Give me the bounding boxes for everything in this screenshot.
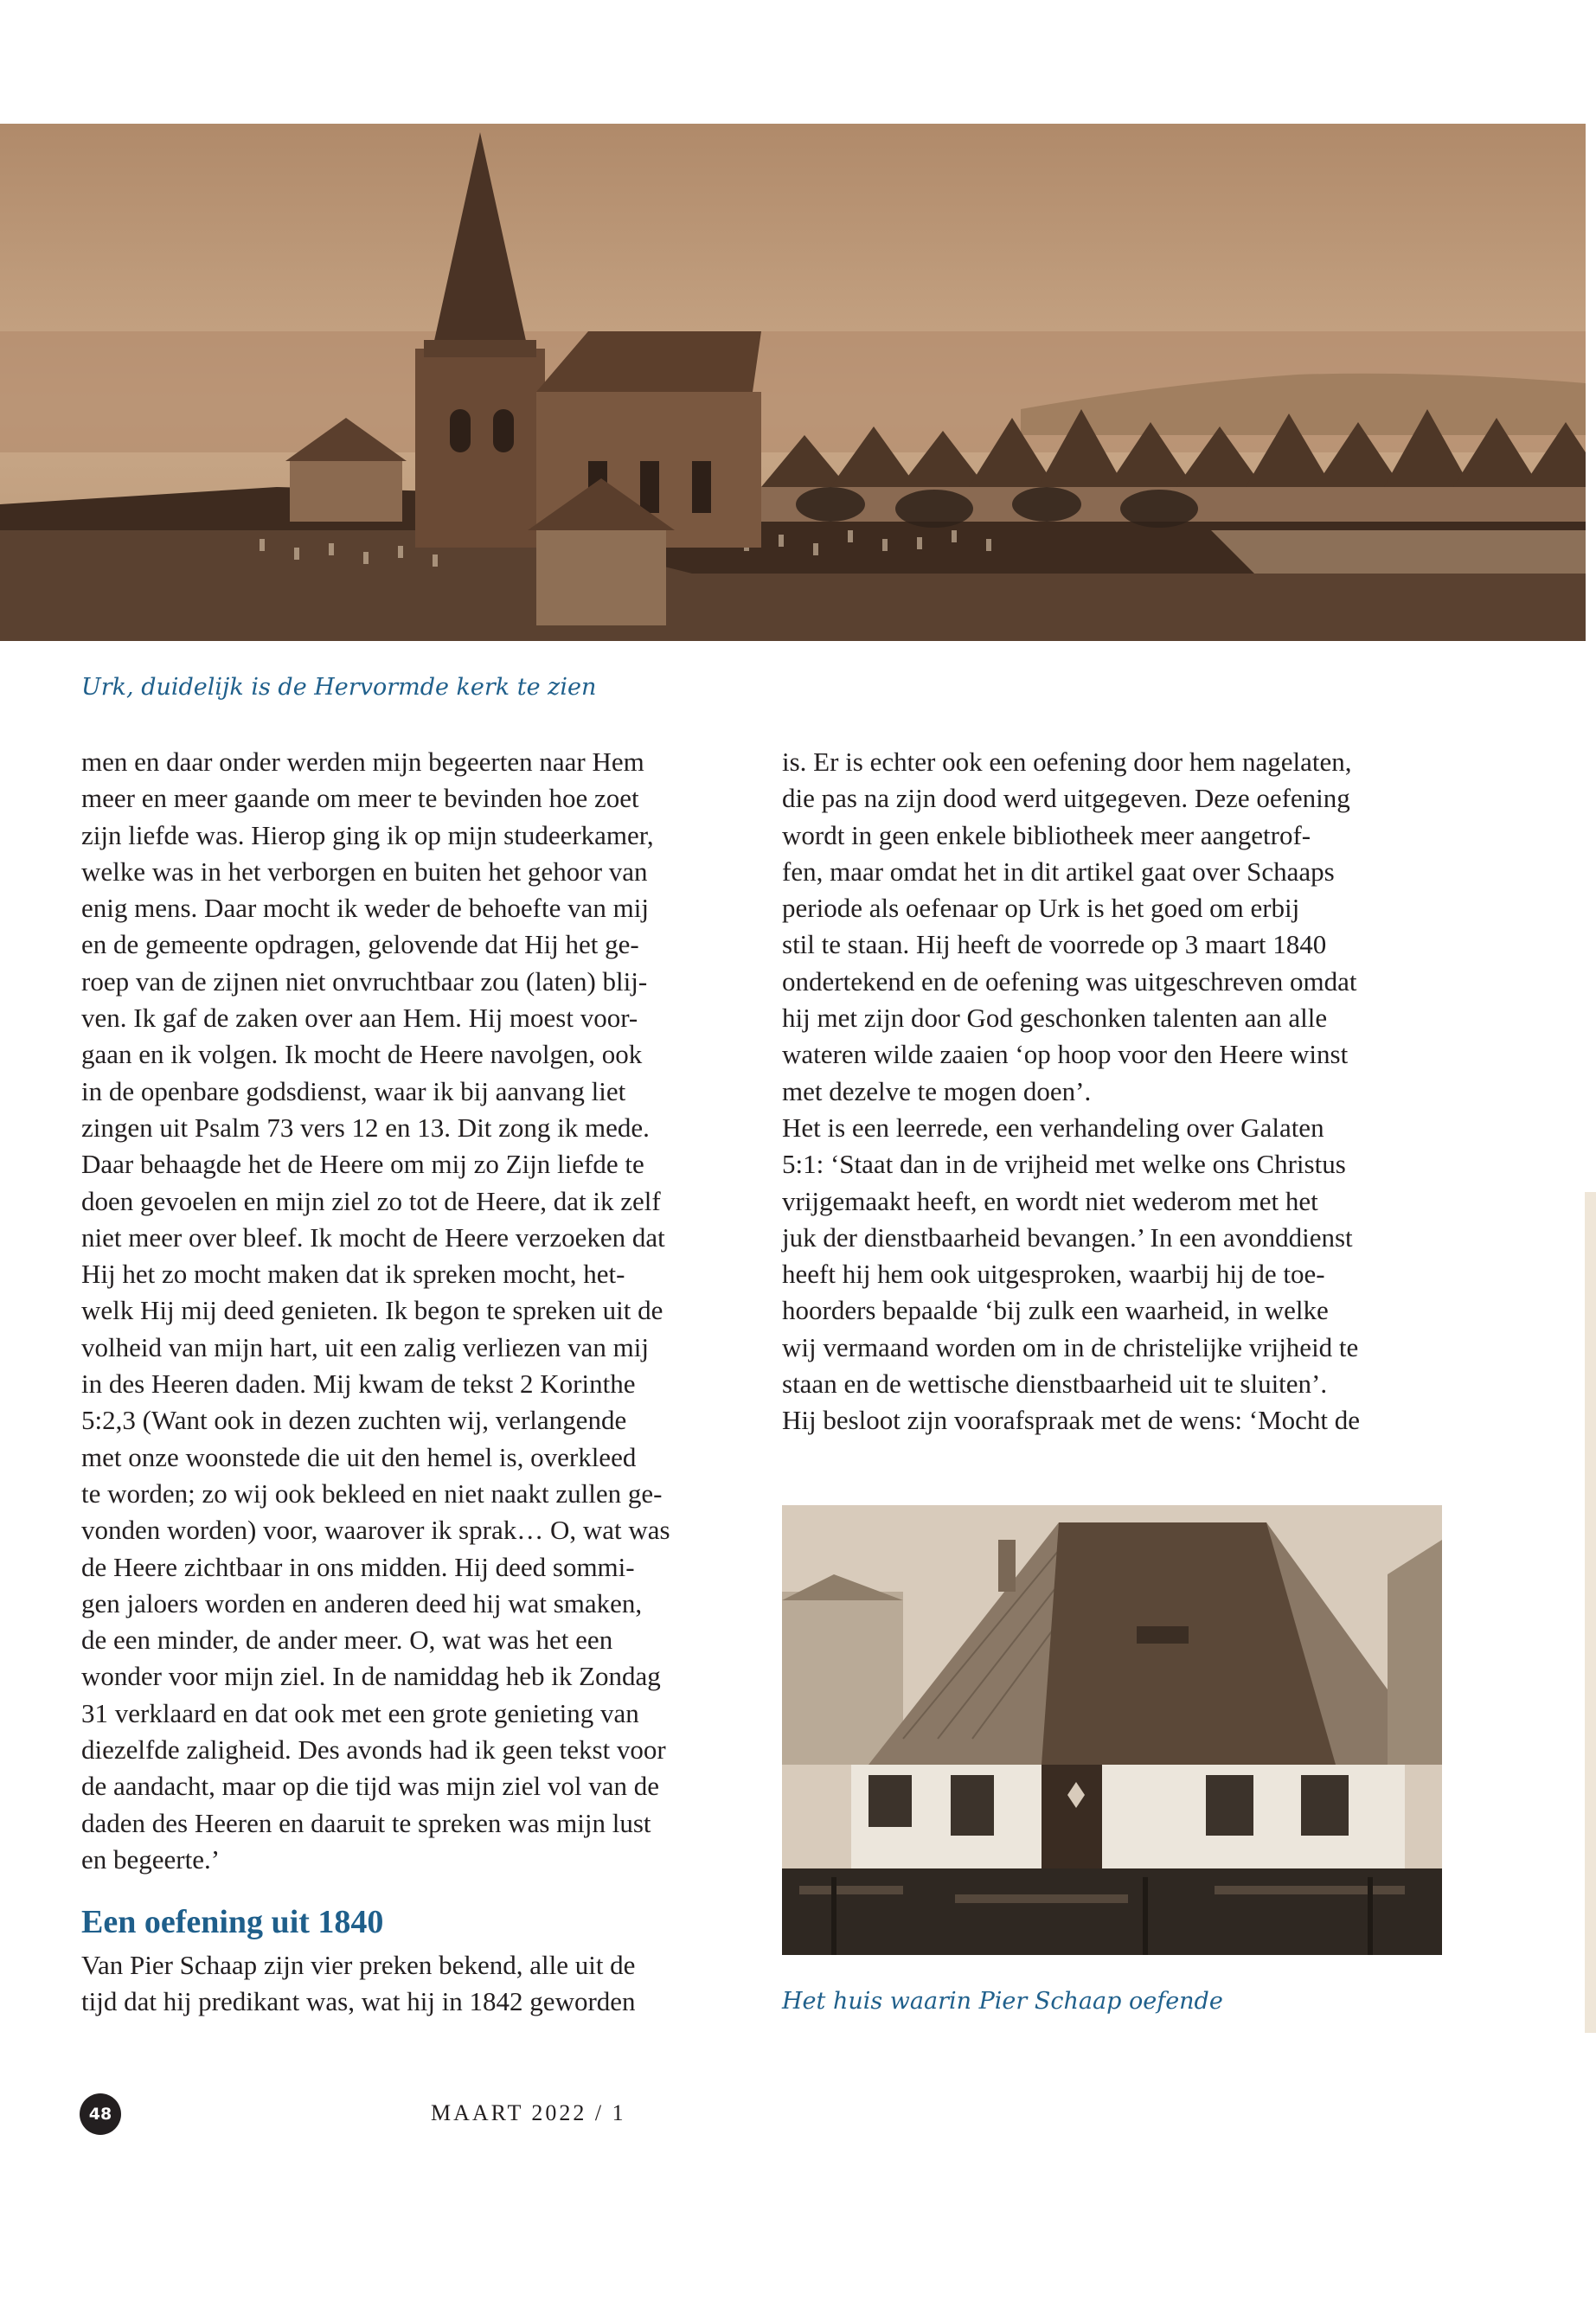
house-photo-caption: Het huis waarin Pier Schaap oefende [782, 1988, 1223, 2015]
text-line: 5:1: ‘Staat dan in de vrijheid met welke ons Christus [782, 1149, 1346, 1180]
text-line: Van Pier Schaap zijn vier preken bekend, alle uit de [81, 1950, 636, 1980]
text-line: 31 verklaard en dat ook met een grote genieting van [81, 1697, 639, 1728]
text-line: Hij besloot zijn voorafspraak met de wens: ‘Mocht de [782, 1405, 1361, 1436]
text-line: en begeerte.’ [81, 1843, 221, 1875]
issue-label: MAART 2022 / 1 [431, 2100, 626, 2125]
text-line: in de openbare godsdienst, waar ik bij aanvang liet [81, 1075, 626, 1106]
text-line: gaan en ik volgen. Ik mocht de Heere navolgen, ook [81, 1039, 643, 1070]
text-line: gen jaloers worden en anderen deed hij wat smaken, [81, 1587, 643, 1618]
text-line: zijn liefde was. Hierop ging ik op mijn studeerkamer, [81, 819, 654, 850]
text-line: en de gemeente opdragen, gelovende dat Hij het ge- [81, 929, 639, 960]
text-line: periode als oefenaar op Urk is het goed om erbij [782, 893, 1300, 924]
text-line: 5:2,3 (Want ook in dezen zuchten wij, verlangende [81, 1405, 627, 1436]
text-line: die pas na zijn dood werd uitgegeven. Deze oefening [782, 783, 1350, 814]
text-line: staan en de wettische dienstbaarheid uit te sluiten’. [782, 1368, 1328, 1400]
text-line: ondertekend en de oefening was uitgeschreven omdat [782, 965, 1357, 997]
text-line: wonder voor mijn ziel. In de namiddag heb ik Zondag [81, 1661, 661, 1692]
text-line: roep van de zijnen niet onvruchtbaar zou (laten) blij- [81, 965, 648, 997]
top-photo-caption: Urk, duidelijk is de Hervormde kerk te zien [81, 674, 597, 701]
section-heading: Een oefening uit 1840 [81, 1904, 384, 1940]
text-line: diezelfde zaligheid. Des avonds had ik geen tekst voor [81, 1734, 666, 1766]
text-line: zingen uit Psalm 73 vers 12 en 13. Dit zong ik mede. [81, 1112, 650, 1143]
text-line: de aandacht, maar op die tijd was mijn ziel vol van de [81, 1771, 659, 1802]
text-line: de Heere zichtbaar in ons midden. Hij deed sommi- [81, 1551, 635, 1582]
text-line: enig mens. Daar mocht ik weder de behoefte van mij [81, 893, 649, 924]
page-number: 48 [80, 2093, 121, 2135]
right-text-column [782, 744, 1448, 1439]
text-line: vonden worden) voor, waarover ik sprak… O, wat was [81, 1515, 670, 1546]
text-line: Het is een leerrede, een verhandeling over Galaten [782, 1112, 1324, 1143]
text-line: daden des Heeren en daaruit te spreken was mijn lust [81, 1807, 651, 1838]
text-line: welk Hij mij deed genieten. Ik begon te spreken uit de [81, 1295, 663, 1326]
page-edge-stripe [1585, 1192, 1596, 2033]
text-line: Daar behaagde het de Heere om mij zo Zijn liefde te [81, 1149, 644, 1180]
text-line: hoorders bepaalde ‘bij zulk een waarheid, in welke [782, 1295, 1329, 1326]
text-line: Hij het zo mocht maken dat ik spreken mocht, het- [81, 1259, 625, 1290]
text-line: stil te staan. Hij heeft de voorrede op 3 maart 1840 [782, 929, 1327, 960]
text-line: de een minder, de ander meer. O, wat was het een [81, 1625, 613, 1656]
section-text [81, 1947, 747, 2021]
text-line: juk der dienstbaarheid bevangen.’ In een avonddienst [782, 1221, 1353, 1253]
urk-church-photo [0, 124, 1586, 641]
text-line: men en daar onder werden mijn begeerten naar Hem [81, 747, 644, 777]
text-line: hij met zijn door God geschonken talenten aan alle [782, 1003, 1328, 1034]
text-line: ven. Ik gaf de zaken over aan Hem. Hij moest voor- [81, 1003, 638, 1034]
text-line: doen gevoelen en mijn ziel zo tot de Heere, dat ik zelf [81, 1185, 661, 1216]
text-line: welke was in het verborgen en buiten het gehoor van [81, 856, 648, 887]
text-line: fen, maar omdat het in dit artikel gaat over Schaaps [782, 856, 1335, 887]
text-line: wordt in geen enkele bibliotheek meer aangetrof- [782, 819, 1311, 850]
text-line: meer en meer gaande om meer te bevinden hoe zoet [81, 783, 639, 814]
text-line: niet meer over bleef. Ik mocht de Heere verzoeken dat [81, 1221, 665, 1253]
text-line: heeft hij hem ook uitgesproken, waarbij hij de toe- [782, 1259, 1325, 1290]
text-line: is. Er is echter ook een oefening door hem nagelaten, [782, 747, 1352, 777]
left-text-column [81, 744, 747, 1878]
text-line: tijd dat hij predikant was, wat hij in 1842 geworden [81, 1986, 636, 2017]
house-photo [782, 1505, 1442, 1955]
text-line: volheid van mijn hart, uit een zalig verliezen van mij [81, 1331, 649, 1362]
text-line: met dezelve te mogen doen’. [782, 1075, 1092, 1106]
text-line: in des Heeren daden. Mij kwam de tekst 2 Korinthe [81, 1368, 636, 1400]
text-line: met onze woonstede die uit den hemel is, overkleed [81, 1441, 637, 1472]
text-line: te worden; zo wij ook bekleed en niet naakt zullen ge- [81, 1477, 663, 1509]
text-line: wateren wilde zaaien ‘op hoop voor den Heere winst [782, 1039, 1349, 1070]
text-line: wij vermaand worden om in de christelijke vrijheid te [782, 1331, 1359, 1362]
text-line: vrijgemaakt heeft, en wordt niet wederom met het [782, 1185, 1318, 1216]
